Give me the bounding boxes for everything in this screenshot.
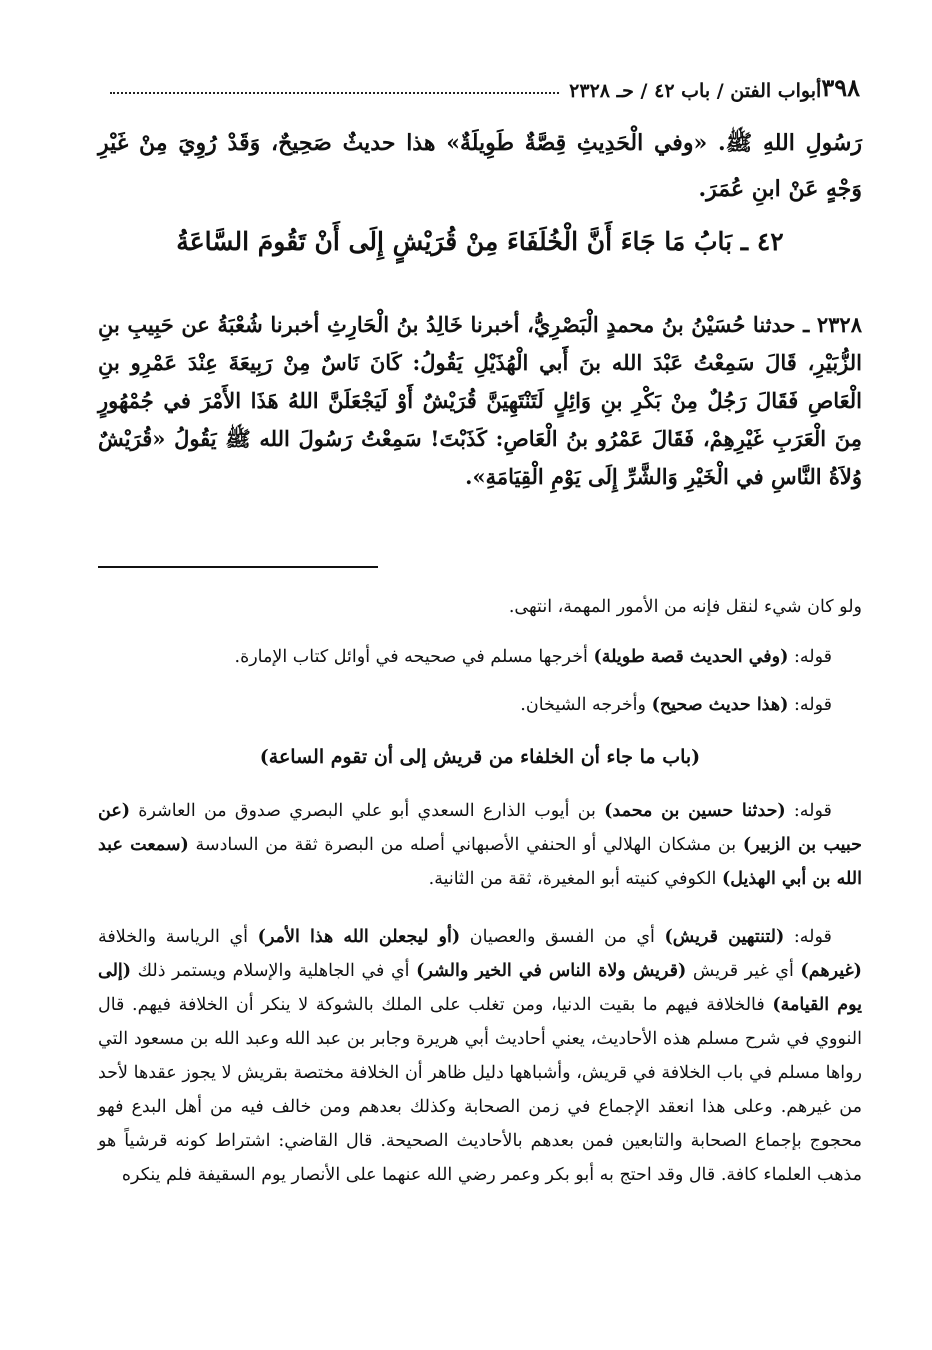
page-header bbox=[100, 62, 860, 102]
commentary-quote: (لتنتهين قريش) bbox=[664, 927, 785, 947]
leader-dots bbox=[110, 92, 559, 94]
hadith-text: ٢٣٢٨ ـ حدثنا حُسَيْنُ بنُ محمدٍ الْبَصْرِيُّ، أخبرنا خَالِدُ بنُ الْحَارِثِ أخبرنا شُعْبَةُ عن حَبِيبِ بنِ الزُّبَيْرِ، قَالَ سَمِعْتُ عَبْدَ الله بنَ أَبي الْهُذَيْلِ يَقُولُ: كَانَ نَاسٌ مِنْ رَبِيعَةَ عِنْدَ عَمْرِو بنِ الْعَاصِ فَقَالَ رَجُلٌ مِنْ بَكْرِ بنِ وَائِلٍ لَتَنْتَهِيَنَّ قُرَيْشٌ أَوْ لَيَجْعَلَنَّ اللهُ هَذَا الأَمْرَ في جُمْهُورٍ مِنَ الْعَرَبِ غَيْرِهِمْ، فَقَالَ عَمْرُو بنُ الْعَاصِ: كَذَبْتَ! سَمِعْتُ رَسُولَ الله ﷺ يَقُولُ «قُرَيْشٌ وُلاَةُ النَّاسِ في الْخَيْرِ وَالشَّرِّ إِلَى يَوْمِ الْقِيَامَةِ». bbox=[98, 312, 862, 489]
commentary-text: أخرجها مسلم في صحيحه في أوائل كتاب الإمارة. bbox=[234, 647, 588, 667]
commentary-text: أي من الفسق والعصيان bbox=[469, 927, 655, 947]
commentary-subheading: (باب ما جاء أن الخلفاء من قريش إلى أن تقوم الساعة) bbox=[259, 746, 701, 768]
commentary-quote: (سمعت عبد الله بن أبي الهذيل) bbox=[98, 835, 862, 889]
commentary-intro: قوله: bbox=[793, 695, 832, 715]
commentary-quote: (غيرهم) bbox=[800, 961, 862, 981]
commentary-text: أي غير قريش bbox=[692, 961, 794, 981]
commentary-paragraph-5 bbox=[98, 920, 862, 1192]
commentary-paragraph-4 bbox=[98, 794, 862, 896]
commentary-text: وأخرجه الشيخان. bbox=[520, 695, 646, 715]
commentary-text: أي الرياسة والخلافة bbox=[98, 927, 249, 947]
chapter-heading: ٤٢ ـ بَابُ مَا جَاءَ أَنَّ الْخُلَفَاءَ مِنْ قُرَيْشٍ إِلَى أَنْ تَقُومَ السَّاعَةُ bbox=[176, 227, 784, 256]
commentary-text: الكوفي كنيته أبو المغيرة، ثقة من الثانية. bbox=[428, 869, 717, 889]
commentary-quote: (قريش ولاة الناس في الخير والشر) bbox=[416, 961, 687, 981]
commentary-quote: (إلى يوم القيامة) bbox=[98, 961, 862, 1015]
commentary-text: بن أيوب الذارع السعدي أبو علي البصري صدوق من العاشرة bbox=[138, 801, 596, 821]
commentary-text: أي في الجاهلية والإسلام ويستمر ذلك bbox=[137, 961, 410, 981]
footnote-separator bbox=[98, 566, 378, 568]
commentary-quote: (أو ليجعلن الله هذا الأمر) bbox=[257, 927, 461, 947]
commentary-paragraph-2 bbox=[98, 640, 862, 674]
commentary-quote: (عن حبيب بن الزبير) bbox=[98, 801, 862, 855]
commentary-quote: (حدثنا حسين بن محمد) bbox=[604, 801, 786, 821]
commentary-intro: قوله: bbox=[793, 927, 832, 947]
commentary-quote: (هذا حديث صحيح) bbox=[651, 695, 789, 715]
commentary-text: فالخلافة فيهم ما بقيت الدنيا، ومن تغلب على الملك بالشوكة لا ينكر أن الخلافة فيهم. قال النووي في شرح مسلم هذه الأحاديث، يعني أحاديث أبي هريرة وجابر بن عبد الله وعبد الله بن مسعود التي رواها مسلم في باب الخلافة في قريش، وأشباهها دليل ظاهر أن الخلافة مختصة بقريش لا يجوز عقدها لأحد من غيرهم. وعلى هذا انعقد الإجماع في زمن الصحابة وكذلك بعدهم ومن خالف فيه من أهل البدع فهو محجوج بإجماع الصحابة والتابعين فمن بعدهم بالأحاديث الصحيحة. قال القاضي: اشتراط كونه قرشياً هو مذهب العلماء كافة. قال وقد احتج به أبو بكر وعمر رضي الله عنهما على الأنصار يوم السقيفة فلم ينكره bbox=[98, 995, 862, 1185]
running-title: أبواب الفتن / باب ٤٢ / حـ ٢٣٢٨ bbox=[569, 80, 822, 102]
opening-text: رَسُولِ اللهِ ﷺ. «وفي الْحَدِيثِ قِصَّةٌ طَوِيلَةٌ» هذا حديثٌ صَحِيحٌ، وَقَدْ رُوِيَ مِنْ غَيْرِ وَجْهٍ عَنْ ابنِ عُمَرَ. bbox=[98, 130, 863, 202]
commentary-quote: (وفي الحديث قصة طويلة) bbox=[593, 647, 789, 667]
page-number: ٣٩٨ bbox=[821, 73, 860, 102]
commentary-intro: قوله: bbox=[793, 801, 832, 821]
commentary-paragraph-1: ولو كان شيء لنقل فإنه من الأمور المهمة، انتهى. bbox=[508, 597, 862, 617]
commentary-paragraph-3 bbox=[98, 688, 862, 722]
commentary-intro: قوله: bbox=[793, 647, 832, 667]
commentary-text: بن مشكان الهلالي أو الحنفي الأصبهاني أصله من البصرة ثقة من السادسة bbox=[195, 835, 737, 855]
